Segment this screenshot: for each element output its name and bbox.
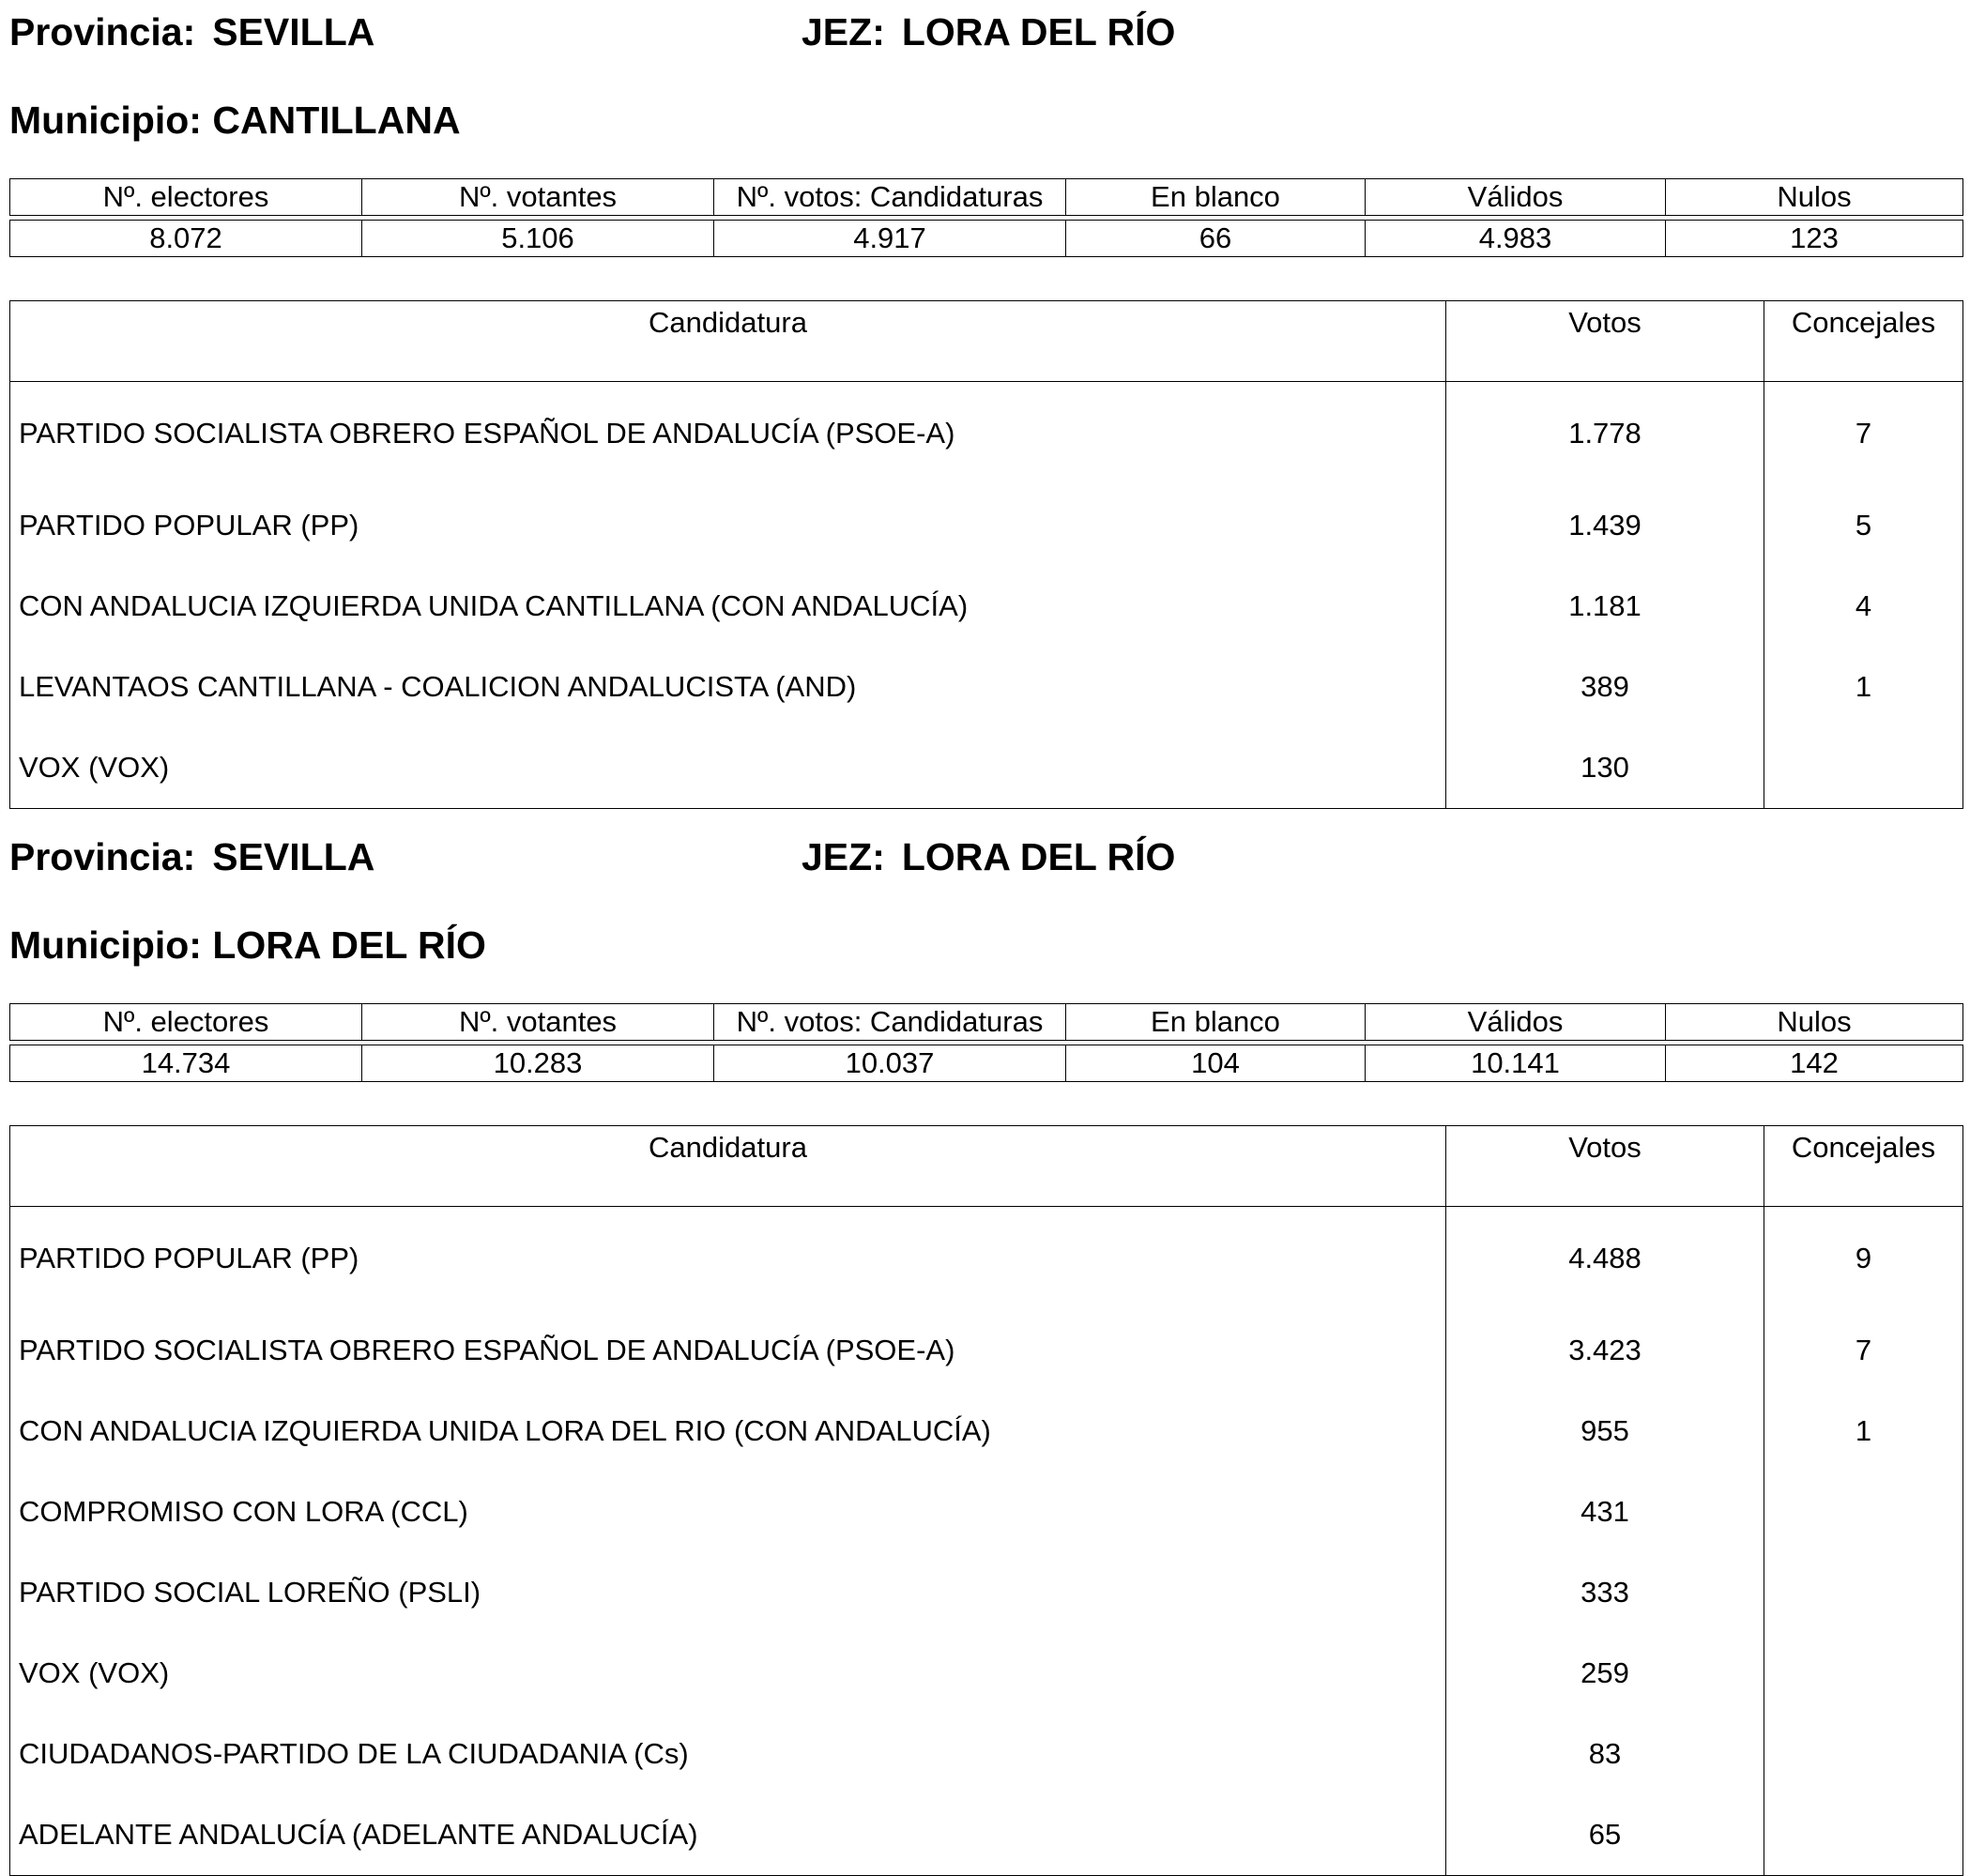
candidate-row — [10, 1472, 1963, 1552]
stat-en-blanco: 104 — [1066, 1045, 1366, 1082]
provincia-label: Provincia: — [9, 10, 196, 53]
candidate-name: PARTIDO SOCIALISTA OBRERO ESPAÑOL DE ANDALUCÍA (PSOE-A) — [10, 1310, 1446, 1391]
candidate-votos: 65 — [1446, 1794, 1764, 1876]
candidate-concejales: 4 — [1764, 566, 1963, 647]
provincia-header — [9, 10, 375, 53]
candidate-name: VOX (VOX) — [10, 727, 1446, 809]
stat-header-validos: Válidos — [1366, 1004, 1666, 1041]
candidate-row — [10, 1633, 1963, 1714]
candidate-row — [10, 647, 1963, 727]
stat-header-votantes: Nº. votantes — [362, 179, 714, 216]
candidate-concejales — [1764, 1714, 1963, 1794]
stat-header-votantes: Nº. votantes — [362, 1004, 714, 1041]
candidate-votos: 3.423 — [1446, 1310, 1764, 1391]
candidate-votos: 83 — [1446, 1714, 1764, 1794]
candidate-row — [10, 566, 1963, 647]
candidate-row — [10, 1552, 1963, 1633]
candidate-votos: 4.488 — [1446, 1207, 1764, 1311]
candidate-name: PARTIDO SOCIALISTA OBRERO ESPAÑOL DE ANDALUCÍA (PSOE-A) — [10, 382, 1446, 486]
stat-header-nulos: Nulos — [1666, 1004, 1963, 1041]
candidates-table — [9, 1125, 1963, 1876]
candidate-row — [10, 727, 1963, 809]
jez-header — [802, 10, 1176, 53]
candidate-row — [10, 485, 1963, 566]
stats-header-row — [10, 1004, 1963, 1041]
candidate-concejales — [1764, 1472, 1963, 1552]
provincia-label: Provincia: — [9, 835, 196, 878]
stat-votantes: 10.283 — [362, 1045, 714, 1082]
stat-en-blanco: 66 — [1066, 221, 1366, 257]
candidate-votos: 431 — [1446, 1472, 1764, 1552]
header-votos: Votos — [1446, 301, 1764, 382]
candidate-concejales: 5 — [1764, 485, 1963, 566]
stat-nulos: 142 — [1666, 1045, 1963, 1082]
jez-label: JEZ: — [802, 10, 885, 53]
candidate-votos: 955 — [1446, 1391, 1764, 1472]
jez-header — [802, 835, 1176, 878]
candidate-votos: 130 — [1446, 727, 1764, 809]
candidate-row — [10, 1391, 1963, 1472]
municipio-value: CANTILLANA — [212, 99, 461, 142]
provincia-header — [9, 835, 375, 878]
candidate-name: CON ANDALUCIA IZQUIERDA UNIDA LORA DEL RIO (CON ANDALUCÍA) — [10, 1391, 1446, 1472]
stat-header-validos: Válidos — [1366, 179, 1666, 216]
jez-value: LORA DEL RÍO — [901, 835, 1176, 878]
header-candidatura: Candidatura — [10, 301, 1446, 382]
stats-table — [9, 178, 1963, 257]
provincia-value: SEVILLA — [212, 10, 375, 53]
stat-header-electores: Nº. electores — [10, 1004, 362, 1041]
candidate-row — [10, 1207, 1963, 1311]
candidate-name: PARTIDO POPULAR (PP) — [10, 485, 1446, 566]
stat-validos: 4.983 — [1366, 221, 1666, 257]
candidates-header-row — [10, 1126, 1963, 1207]
municipio-label: Municipio: — [9, 99, 202, 142]
stats-value-row — [10, 1045, 1963, 1082]
candidate-votos: 1.439 — [1446, 485, 1764, 566]
candidate-concejales — [1764, 1633, 1963, 1714]
candidate-concejales — [1764, 1794, 1963, 1876]
candidate-concejales — [1764, 727, 1963, 809]
stat-validos: 10.141 — [1366, 1045, 1666, 1082]
candidate-concejales: 7 — [1764, 382, 1963, 486]
stat-header-en-blanco: En blanco — [1066, 179, 1366, 216]
candidate-concejales: 1 — [1764, 1391, 1963, 1472]
candidate-concejales — [1764, 1552, 1963, 1633]
stat-electores: 8.072 — [10, 221, 362, 257]
municipio-header — [9, 101, 461, 140]
candidate-votos: 389 — [1446, 647, 1764, 727]
candidates-table — [9, 300, 1963, 809]
stats-header-row — [10, 179, 1963, 216]
candidate-name: COMPROMISO CON LORA (CCL) — [10, 1472, 1446, 1552]
stat-votos-candidaturas: 10.037 — [714, 1045, 1066, 1082]
candidate-row — [10, 1310, 1963, 1391]
stat-header-electores: Nº. electores — [10, 179, 362, 216]
stat-nulos: 123 — [1666, 221, 1963, 257]
stat-header-votos-candidaturas: Nº. votos: Candidaturas — [714, 1004, 1066, 1041]
jez-label: JEZ: — [802, 835, 885, 878]
candidate-concejales: 9 — [1764, 1207, 1963, 1311]
municipio-header — [9, 923, 486, 967]
jez-value: LORA DEL RÍO — [901, 10, 1176, 53]
candidate-name: PARTIDO POPULAR (PP) — [10, 1207, 1446, 1311]
header-concejales: Concejales — [1764, 1126, 1963, 1207]
candidate-name: LEVANTAOS CANTILLANA - COALICION ANDALUCISTA (AND) — [10, 647, 1446, 727]
candidate-votos: 1.181 — [1446, 566, 1764, 647]
candidate-name: VOX (VOX) — [10, 1633, 1446, 1714]
header-concejales: Concejales — [1764, 301, 1963, 382]
stat-votantes: 5.106 — [362, 221, 714, 257]
header-votos: Votos — [1446, 1126, 1764, 1207]
candidate-concejales: 1 — [1764, 647, 1963, 727]
stat-header-votos-candidaturas: Nº. votos: Candidaturas — [714, 179, 1066, 216]
candidate-row — [10, 1794, 1963, 1876]
candidate-name: ADELANTE ANDALUCÍA (ADELANTE ANDALUCÍA) — [10, 1794, 1446, 1876]
candidate-concejales: 7 — [1764, 1310, 1963, 1391]
provincia-value: SEVILLA — [212, 835, 375, 878]
candidate-name: CON ANDALUCIA IZQUIERDA UNIDA CANTILLANA (CON ANDALUCÍA) — [10, 566, 1446, 647]
stat-header-nulos: Nulos — [1666, 179, 1963, 216]
municipio-label: Municipio: — [9, 923, 202, 967]
stats-table — [9, 1003, 1963, 1082]
stat-electores: 14.734 — [10, 1045, 362, 1082]
candidate-row — [10, 382, 1963, 486]
stats-value-row — [10, 221, 1963, 257]
stat-header-en-blanco: En blanco — [1066, 1004, 1366, 1041]
stat-votos-candidaturas: 4.917 — [714, 221, 1066, 257]
candidate-votos: 259 — [1446, 1633, 1764, 1714]
header-candidatura: Candidatura — [10, 1126, 1446, 1207]
candidate-votos: 1.778 — [1446, 382, 1764, 486]
candidate-votos: 333 — [1446, 1552, 1764, 1633]
candidate-name: CIUDADANOS-PARTIDO DE LA CIUDADANIA (Cs) — [10, 1714, 1446, 1794]
candidates-header-row — [10, 301, 1963, 382]
municipio-value: LORA DEL RÍO — [212, 923, 486, 967]
candidate-row — [10, 1714, 1963, 1794]
candidate-name: PARTIDO SOCIAL LOREÑO (PSLI) — [10, 1552, 1446, 1633]
